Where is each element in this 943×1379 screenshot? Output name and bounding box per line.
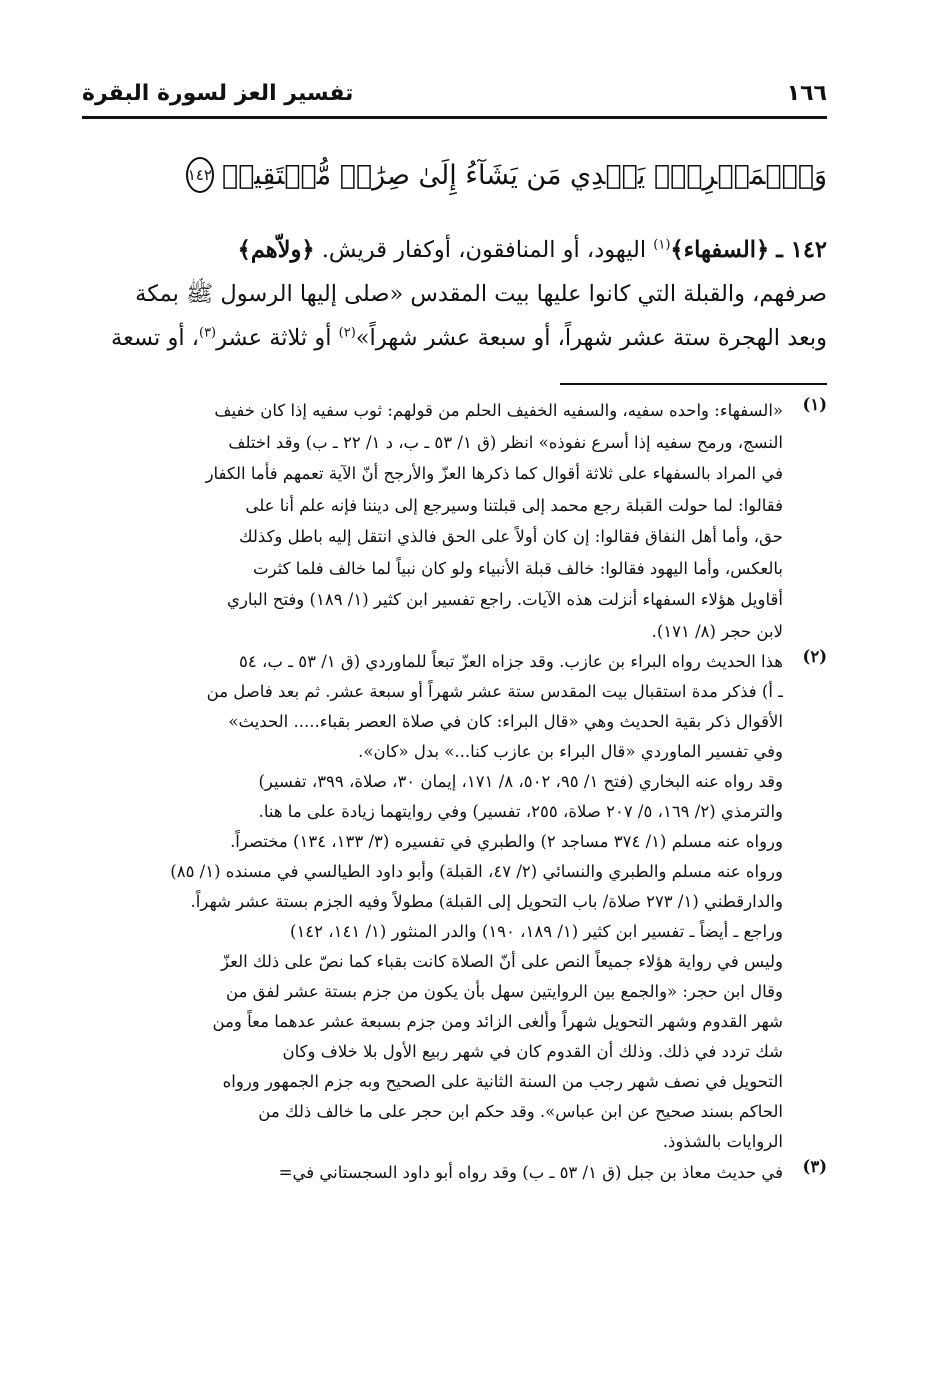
footnote-line: بالعكس، وأما اليهود فقالوا: خالف قبلة الأنبياء ولو كان نبياً لما خالف فلما كثرت [253, 558, 783, 578]
footnote-line: الحاكم بسند صحيح عن ابن عباس». وقد حكم ابن حجر على ما خالف ذلك من [258, 1102, 783, 1121]
footnote-line: لابن حجر (٨/ ١٧١). [651, 621, 783, 641]
commentary-span: أو ثلاثة عشر [216, 325, 339, 351]
footnote-body [82, 395, 783, 647]
commentary-span: اليهود، أو المنافقون، أوكفار قريش. [314, 237, 654, 263]
footnote-line: ورواه عنه مسلم (١/ ٣٧٤ مساجد ٢) والطبري في تفسيره (٣/ ١٣٣، ١٣٤) مختصراً. [230, 832, 783, 851]
footnote-3 [82, 1157, 827, 1189]
footnote-line: النسج، ورمح سفيه إذا أسرع نفوذه» انظر (ق ١/ ٥٣ ـ ب، د ١/ ٢٢ ـ ب) وقد اختلف [228, 432, 783, 452]
footnote-number: (٣) [802, 1157, 827, 1176]
footnote-line: «السفهاء: واحده سفيه، والسفيه الخفيف الحلم من قولهم: ثوب سفيه إذا كان خفيف [214, 401, 783, 420]
page-number: ١٦٦ [786, 80, 827, 106]
footnote-body [82, 1157, 783, 1189]
footnote-line: الأقوال ذكر بقية الحديث وهي «قال البراء: كان في صلاة العصر بقباء..... الحديث» [228, 712, 783, 731]
footnotes [82, 395, 827, 1189]
footnote-line: ـ أ) فذكر مدة استقبال بيت المقدس ستة عشر شهراً أو سبعة عشر. ثم بعد فاصل من [206, 682, 783, 701]
commentary-span: ، أو تسعة [111, 325, 199, 351]
commentary-line [82, 228, 827, 272]
footnote-body [82, 647, 783, 1157]
footnote-line: وقد رواه عنه البخاري (فتح ١/ ٩٥، ٥٠٢، ٨/ ١٧١، إيمان ٣٠، صلاة، ٣٩٩، تفسير) [258, 772, 783, 791]
footnote-line: وقال ابن حجر: «والجمع بين الروايتين سهل بأن يكون من جزم بستة عشر لفق من [226, 982, 783, 1001]
running-title: تفسير العز لسورة البقرة [82, 80, 354, 106]
footnote-2 [82, 647, 827, 1157]
footnote-line: ورواه عنه مسلم والطبري والنسائي (٢/ ٤٧، القبلة) وأبو داود الطيالسي في مسنده (١/ ٨٥) [170, 862, 783, 881]
quran-verse [187, 150, 827, 200]
footnote-line: وراجع ـ أيضاً ـ تفسير ابن كثير (١/ ١٨٩، ١٩٠) والدر المنثور (١/ ١٤١، ١٤٢) [290, 922, 783, 941]
verse-text: وَٱلۡمَغۡرِبُۚ يَهۡدِي مَن يَشَآءُ إِلَىٰ صِرَٰطٖ مُّسۡتَقِيمٖ [221, 159, 827, 191]
commentary-text [82, 228, 827, 360]
footnote-line: أقاويل هؤلاء السفهاء أنزلت هذه الآيات. راجع تفسير ابن كثير (١/ ١٨٩) وفتح الباري [227, 590, 783, 609]
commentary-span: وبعد الهجرة ستة عشر شهراً، أو سبعة عشر شهراً» [355, 325, 827, 351]
footnote-line: في حديث معاذ بن جبل (ق ١/ ٥٣ ـ ب) وقد رواه أبو داود السجستاني في= [278, 1163, 783, 1182]
footnote-line: الروايات بالشذوذ. [662, 1132, 783, 1151]
quoted-term: ﴿ولاّهم﴾ [237, 237, 315, 263]
commentary-line: صرفهم، والقبلة التي كانوا عليها بيت المقدس «صلى إليها الرسول ﷺ بمكة [135, 281, 827, 307]
footnote-line: وليس في رواية هؤلاء جميعاً النص على أنّ الصلاة كانت بقباء كما نصّ على ذلك العزّ [221, 952, 783, 971]
footnote-line: شك تردد في ذلك. وذلك أن القدوم كان في شهر ربيع الأول بلا خلاف وكان [282, 1042, 783, 1061]
ayah-number-mark: ١٤٢ [186, 157, 214, 193]
footnote-line: والدارقطني (١/ ٢٧٣ صلاة/ باب التحويل إلى القبلة) مطولاً وفيه الجزم بستة عشر شهراً. [190, 892, 783, 911]
verse-number: ١٤٢ ـ [776, 237, 827, 263]
header-rule [82, 116, 827, 119]
footnote-line: في المراد بالسفهاء على ثلاثة أقوال كما ذكرها العزّ والأرجح أنّ الآية تعمهم فأما الكفار [205, 464, 783, 483]
footnote-line: حق، وأما أهل النفاق فقالوا: إن كان أولاً على الحق فالذي انتقل إليه باطل وكذلك [238, 527, 783, 546]
footnote-line: التحويل في نصف شهر رجب من السنة الثانية على الصحيح وبه جزم الجمهور ورواه [222, 1072, 783, 1091]
running-header [82, 76, 827, 110]
footnote-ref: (٣) [198, 325, 217, 341]
footnote-ref: (١) [653, 237, 671, 253]
footnote-1 [82, 395, 827, 647]
footnote-line: فقالوا: لما حولت القبلة رجع محمد إلى قبلتنا وسيرجع إلى ديننا فإنه علم أنا على [245, 495, 783, 515]
footnote-line: هذا الحديث رواه البراء بن عازب. وقد جزاه العزّ تبعاً للماوردي (ق ١/ ٥٣ ـ ب، ٥٤ [239, 652, 783, 671]
footnote-number: (٢) [802, 647, 827, 666]
footnote-line: وفي تفسير الماوردي «قال البراء بن عازب كنا...» بدل «كان». [358, 742, 783, 761]
footnote-line: والترمذي (٢/ ١٦٩، ٥/ ٢٠٧ صلاة، ٢٥٥، تفسير) وفي روايتهما زيادة على ما هنا. [258, 802, 783, 821]
commentary-line [82, 316, 827, 360]
quoted-term: ﴿السفهاء﴾ [670, 237, 770, 263]
footnote-ref: (٢) [338, 325, 356, 341]
footnote-number: (١) [802, 395, 827, 414]
footnote-separator [560, 383, 827, 385]
footnote-line: شهر القدوم وشهر التحويل شهراً وألغى الزائد ومن جزم بسبعة عشر عدهما معاً ومن [212, 1012, 783, 1031]
